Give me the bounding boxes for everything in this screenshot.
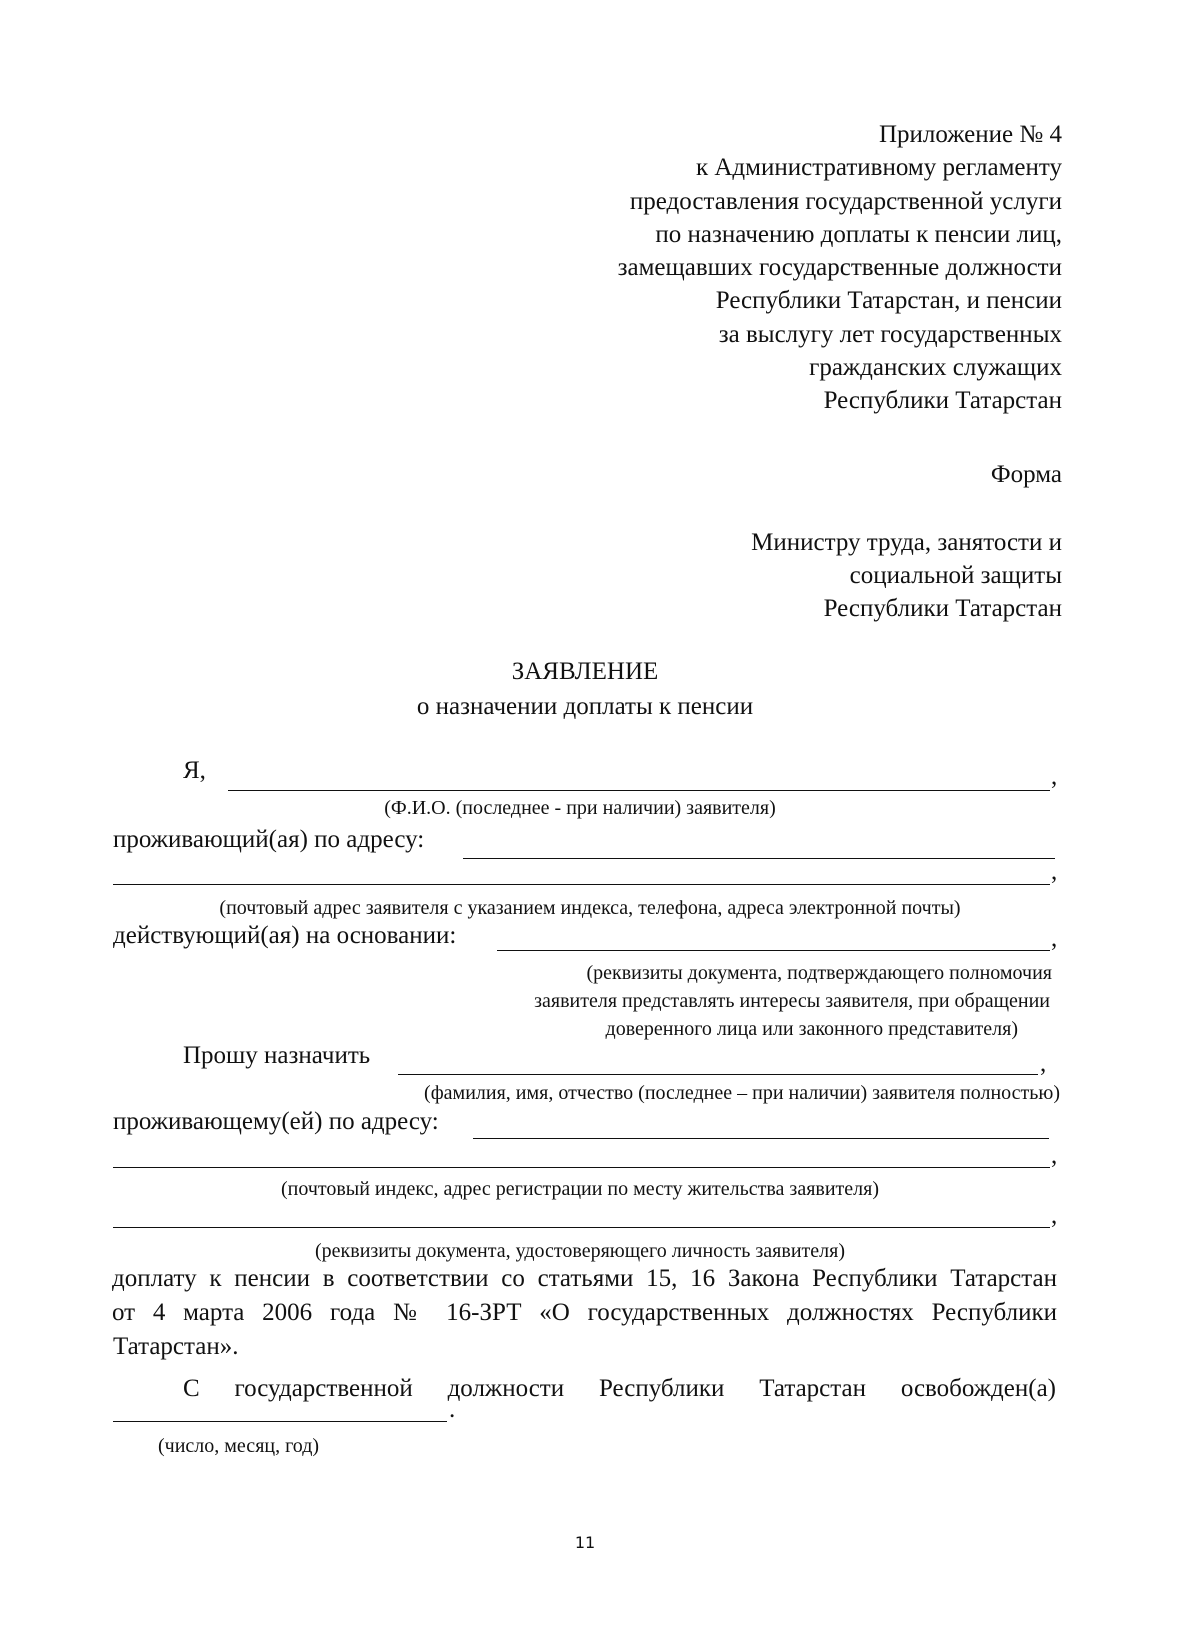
i-label: Я, — [183, 757, 206, 784]
reg-address-comma: , — [1051, 1142, 1058, 1169]
appendix-line: за выслугу лет государственных — [718, 320, 1062, 348]
id-doc-hint: (реквизиты документа, удостоверяющего личность заявителя) — [315, 1240, 845, 1262]
appendix-line: замещавших государственные должности — [617, 254, 1062, 282]
acting-label: действующий(ая) на основании: — [113, 922, 457, 949]
id-doc-input-line[interactable] — [113, 1227, 1050, 1228]
fio-input-line[interactable] — [228, 790, 1050, 791]
request-label: Прошу назначить — [183, 1042, 371, 1069]
acting-hint-3: доверенного лица или законного представителя) — [605, 1018, 1018, 1040]
appendix-line: к Административному регламенту — [695, 154, 1062, 182]
reg-address-input-line-2[interactable] — [113, 1167, 1050, 1168]
address-comma: , — [1051, 858, 1058, 885]
addressee-line: Республики Татарстан — [823, 595, 1062, 622]
acting-input-line[interactable] — [497, 950, 1050, 951]
reg-address-input-line-1[interactable] — [473, 1138, 1049, 1139]
document-subtitle: о назначении доплаты к пенсии — [416, 693, 754, 720]
appendix-line: Приложение № 4 — [878, 121, 1062, 148]
id-doc-comma: , — [1051, 1202, 1058, 1229]
addressee-line: социальной защиты — [849, 562, 1062, 589]
address-input-line-1[interactable] — [463, 858, 1055, 859]
release-line: С государственной должности Республики Татарстан освобожден(а) — [183, 1375, 1056, 1402]
addressee-line: Министру труда, занятости и — [751, 529, 1062, 556]
residing-label: проживающий(ая) по адресу: — [113, 826, 425, 853]
request-input-line[interactable] — [398, 1074, 1038, 1075]
acting-hint-1: (реквизиты документа, подтверждающего полномочия — [586, 962, 1052, 984]
appendix-block — [618, 118, 1062, 418]
body-line-3: Татарстан». — [113, 1333, 239, 1360]
date-hint: (число, месяц, год) — [158, 1435, 320, 1457]
request-comma: , — [1040, 1050, 1047, 1077]
form-label: Форма — [990, 461, 1062, 488]
release-date-input-line[interactable] — [113, 1421, 447, 1422]
addressee-block — [751, 526, 1062, 625]
appendix-line: предоставления государственной услуги — [629, 187, 1062, 215]
acting-hint-2: заявителя представлять интересы заявителя, при обращении — [534, 990, 1050, 1012]
fio-comma: , — [1051, 763, 1058, 790]
appendix-line: гражданских служащих — [809, 354, 1062, 382]
body-line-1: доплату к пенсии в соответствии со статьями 15, 16 Закона Республики Татарстан — [112, 1265, 1057, 1292]
residing2-label: проживающему(ей) по адресу: — [113, 1108, 439, 1135]
release-date-period: . — [449, 1396, 456, 1423]
document-title: ЗАЯВЛЕНИЕ — [511, 658, 659, 685]
address-hint: (почтовый адрес заявителя с указанием индекса, телефона, адреса электронной почты) — [219, 897, 961, 919]
body-line-2: от 4 марта 2006 года № 16-ЗРТ «О государственных должностях Республики — [112, 1299, 1057, 1326]
reg-hint: (почтовый индекс, адрес регистрации по месту жительства заявителя) — [280, 1178, 880, 1200]
address-input-line-2[interactable] — [113, 884, 1050, 885]
appendix-line: Республики Татарстан, и пенсии — [715, 287, 1062, 315]
name-hint: (фамилия, имя, отчество (последнее – при наличии) заявителя полностью) — [424, 1082, 1060, 1104]
fio-hint: (Ф.И.О. (последнее - при наличии) заявителя) — [384, 797, 776, 819]
page-number: 11 — [574, 1533, 596, 1552]
appendix-line: Республики Татарстан — [823, 387, 1062, 415]
appendix-line: по назначению доплаты к пенсии лиц, — [655, 220, 1062, 248]
acting-comma: , — [1051, 925, 1058, 952]
